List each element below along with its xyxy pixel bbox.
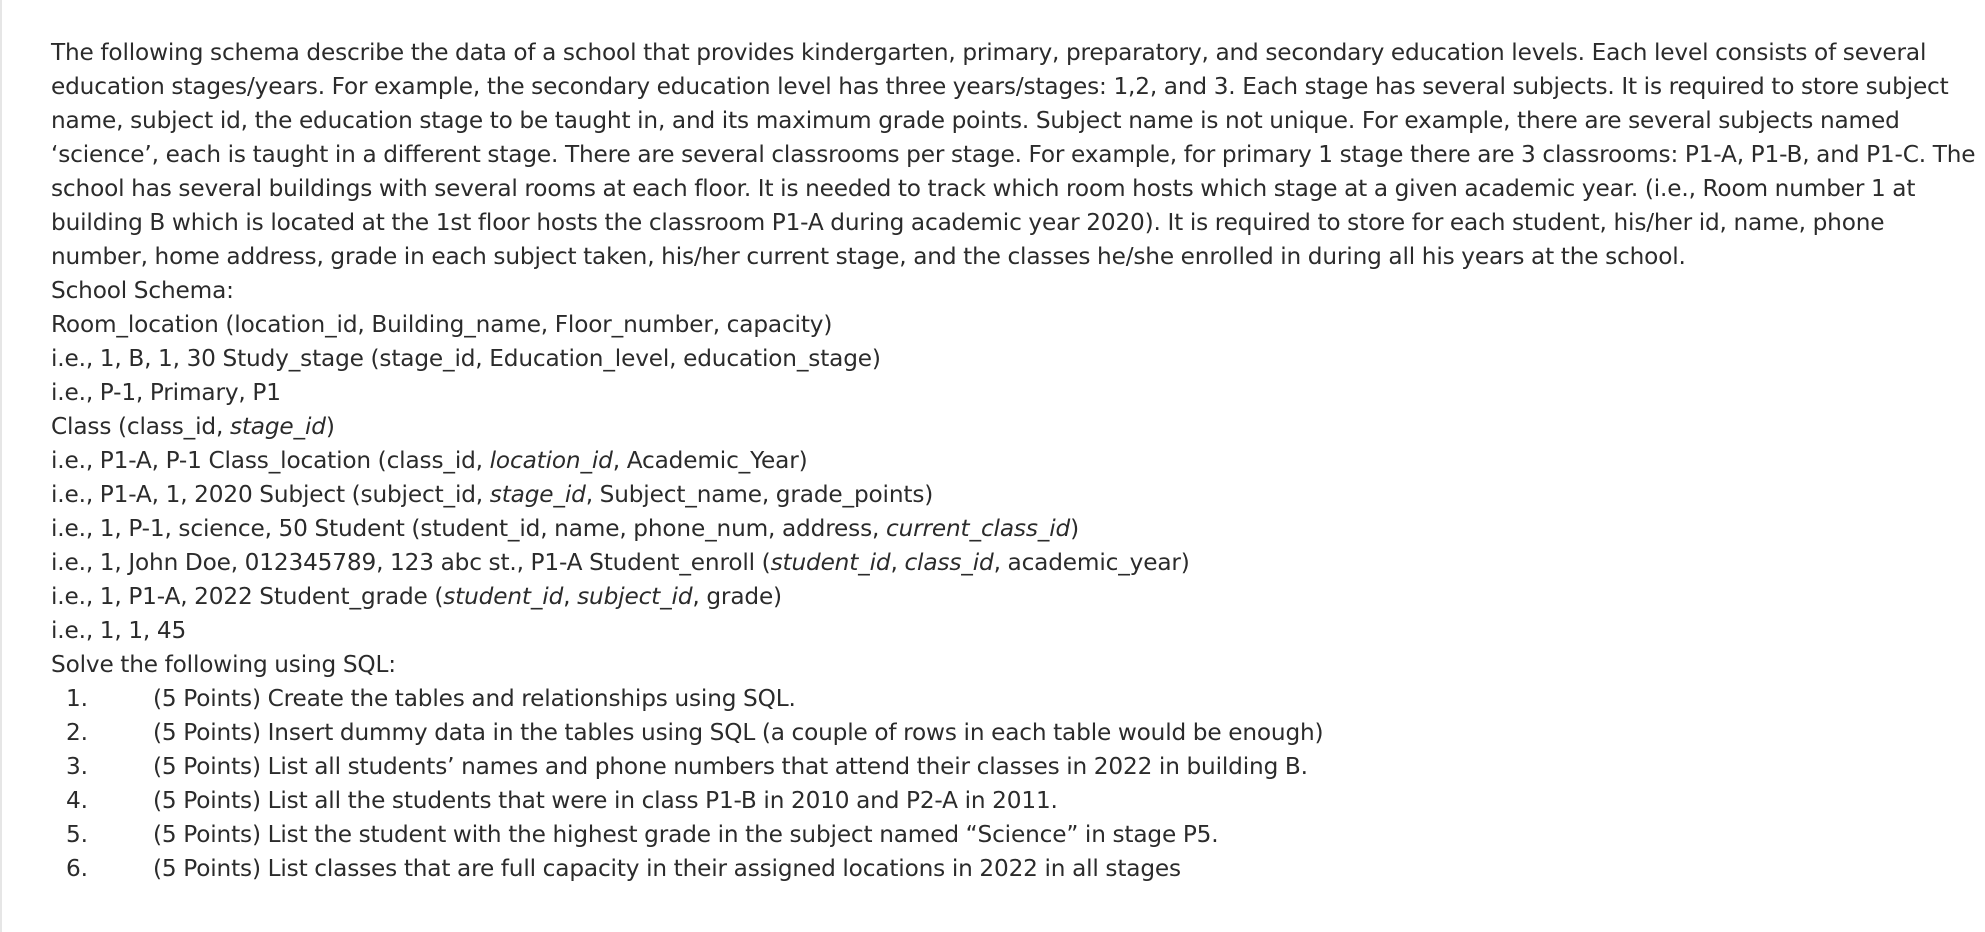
foreign-key-subject-id: subject_id [577,583,693,610]
schema-line-subject [51,478,1976,512]
question-item [51,750,1976,784]
table-class-location-end: , Academic_Year) [612,447,808,474]
example-class: i.e., P1-A, P-1 [51,447,209,474]
left-border [0,0,2,932]
table-class-end: ) [325,413,335,440]
table-class-start: Class (class_id, [51,413,230,440]
question-text: (5 Points) List all the students that were in class P1-B in 2010 and P2-A in 2011. [153,787,1058,814]
separator: , [563,583,578,610]
table-student-start: Student (student_id, name, phone_num, address, [314,515,886,542]
separator: , [890,549,905,576]
foreign-key-current-class-id: current_class_id [885,515,1071,542]
schema-line-room-location [51,308,1976,342]
example-student-enroll: i.e., 1, P1-A, 2022 [51,583,260,610]
question-item [51,682,1976,716]
schema-line-study-stage [51,342,1976,376]
foreign-key-class-id: class_id [904,549,994,576]
table-study-stage: Study_stage (stage_id, Education_level, education_stage) [222,345,881,372]
example-subject: i.e., 1, P-1, science, 50 [51,515,315,542]
example-class-location: i.e., P1-A, 1, 2020 [51,481,260,508]
foreign-key-student-id: student_id [443,583,564,610]
schema-line-student [51,512,1976,546]
question-number: 6. [66,855,88,882]
solve-heading: Solve the following using SQL: [51,651,396,678]
question-text: (5 Points) List classes that are full capacity in their assigned locations in 2022 in all stages [153,855,1181,882]
schema-heading: School Schema: [51,277,234,304]
table-student-grade-end: , grade) [692,583,782,610]
question-item [51,716,1976,750]
table-student-enroll-end: , academic_year) [993,549,1190,576]
table-student-grade-start: Student_grade ( [259,583,444,610]
schema-line-student-grade [51,580,1976,614]
foreign-key-stage-id: stage_id [229,413,326,440]
question-number: 4. [66,787,88,814]
schema-line-class-location [51,444,1976,478]
question-item [51,784,1976,818]
foreign-key-student-id: student_id [770,549,891,576]
question-number: 1. [66,685,88,712]
question-number: 2. [66,719,88,746]
example-student: i.e., 1, John Doe, 012345789, 123 abc st., P1-A [51,549,590,576]
document-body [51,36,1976,886]
table-subject-start: Subject (subject_id, [259,481,490,508]
question-number: 3. [66,753,88,780]
schema-line-class [51,410,1976,444]
table-student-enroll-start: Student_enroll ( [589,549,771,576]
question-list [51,682,1976,886]
question-text: (5 Points) Create the tables and relationships using SQL. [153,685,796,712]
question-item [51,818,1976,852]
question-number: 5. [66,821,88,848]
foreign-key-stage-id: stage_id [489,481,586,508]
question-text: (5 Points) List the student with the highest grade in the subject named “Science” in stage P5. [153,821,1219,848]
example-student-grade: i.e., 1, 1, 45 [51,617,187,644]
example-study-stage: i.e., P-1, Primary, P1 [51,379,281,406]
table-subject-end: , Subject_name, grade_points) [585,481,934,508]
question-text: (5 Points) Insert dummy data in the tables using SQL (a couple of rows in each table would be enough) [153,719,1324,746]
table-class-location-start: Class_location (class_id, [208,447,490,474]
table-student-end: ) [1070,515,1079,542]
schema-line-student-enroll [51,546,1976,580]
question-text: (5 Points) List all students’ names and phone numbers that attend their classes in 2022 in building B. [153,753,1308,780]
table-room-location: Room_location (location_id, Building_name, Floor_number, capacity) [51,311,833,338]
question-item [51,852,1976,886]
foreign-key-location-id: location_id [489,447,613,474]
intro-paragraph: The following schema describe the data of a school that provides kindergarten, primary, preparatory, and secondary education levels. Each level consists of several education stages/years. For example, the secondary education level has three years/stages: 1,2, and 3. Each stage has several subjects. It is required to store subject name, subject id, the education stage to be taught in, and its maximum grade points. Subject name is not unique. For example, there are several subjects named ‘science’, each is taught in a different stage. There are several classrooms per stage. For example, for primary 1 stage there are 3 classrooms: P1-A, P1-B, and P1-C. The school has several buildings with several rooms at each floor. It is needed to track which room hosts which stage at a given academic year. (i.e., Room number 1 at building B which is located at the 1st floor hosts the classroom P1-A during academic year 2020). It is required to store for each student, his/her id, name, phone number, home address, grade in each subject taken, his/her current stage, and the classes he/she enrolled in during all his years at the school. [51,39,1976,270]
example-room-location: i.e., 1, B, 1, 30 [51,345,223,372]
